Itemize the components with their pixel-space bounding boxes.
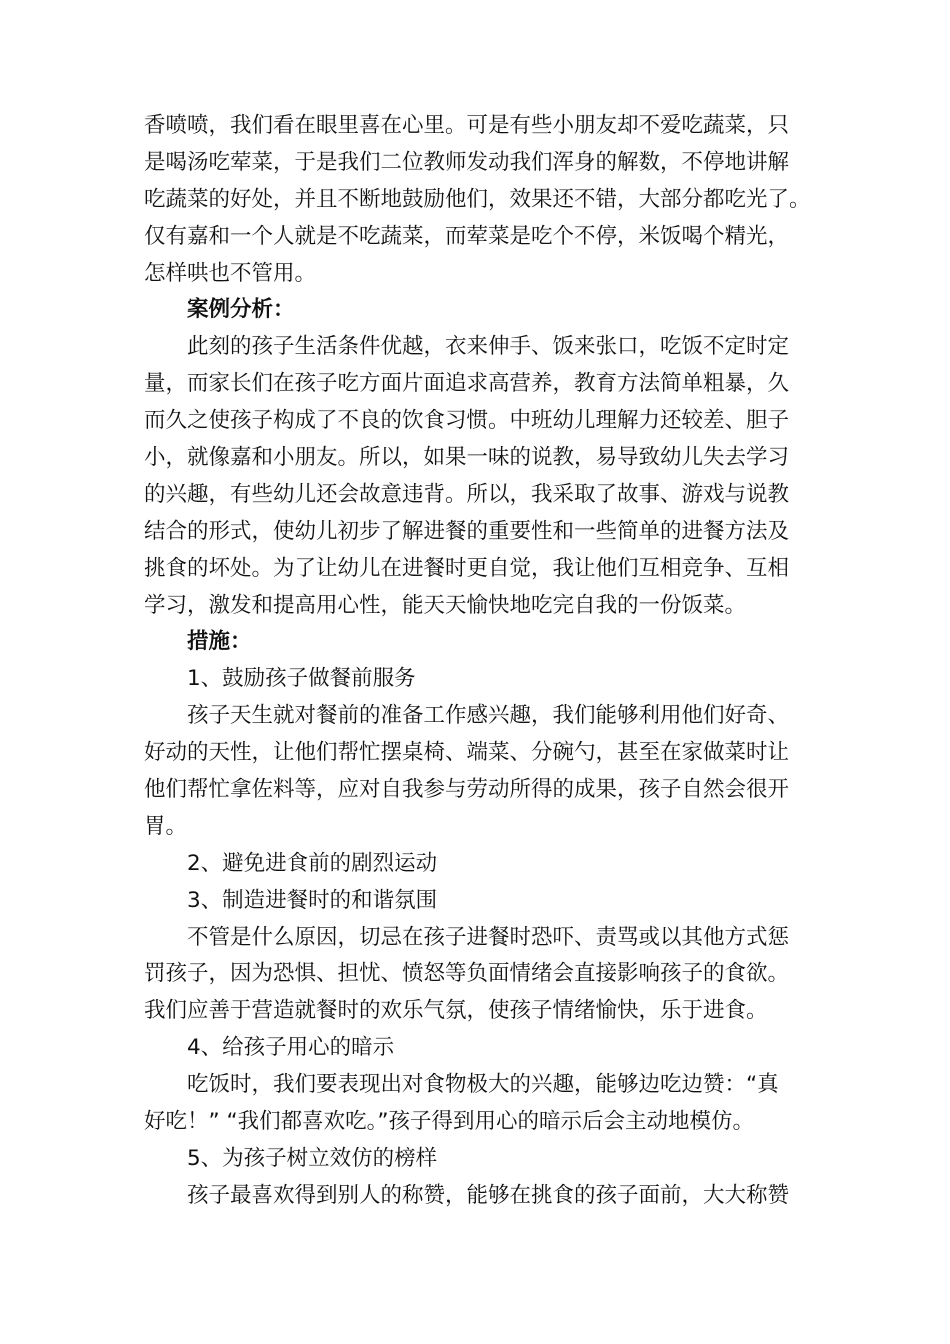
text-line: 是喝汤吃荤菜，于是我们二位教师发动我们浑身的解数，不停地讲解 [144, 149, 790, 175]
document-page [144, 108, 824, 1215]
text-line: 的兴趣，有些幼儿还会故意违背。所以，我采取了故事、游戏与说教 [144, 481, 790, 507]
text-line: 香喷喷，我们看在眼里喜在心里。可是有些小朋友却不爱吃蔬菜，只 [144, 113, 790, 138]
text-line: 好动的天性，让他们帮忙摆桌椅、端菜、分碗勺，甚至在家做菜时让 [144, 740, 790, 766]
text-line: 而久之使孩子构成了不良的饮食习惯。中班幼儿理解力还较差、胆子 [144, 408, 790, 434]
text-line: 挑食的坏处。为了让幼儿在进餐时更自觉，我让他们互相竞争、互相 [144, 555, 790, 581]
text-line: 罚孩子，因为恐惧、担忧、愤怒等负面情绪会直接影响孩子的食欲。 [144, 961, 790, 987]
text-line: 5、为孩子树立效仿的榜样 [187, 1145, 438, 1171]
text-line: 他们帮忙拿佐料等，应对自我参与劳动所得的成果，孩子自然会很开 [144, 777, 790, 803]
section-heading: 措施： [187, 629, 252, 655]
text-line: 不管是什么原因，切忌在孩子进餐时恐吓、责骂或以其他方式惩 [187, 924, 790, 950]
text-line: 2、避免进食前的剧烈运动 [187, 850, 438, 876]
text-line: 3、制造进餐时的和谐氛围 [187, 887, 438, 913]
text-line: 孩子天生就对餐前的准备工作感兴趣，我们能够利用他们好奇、 [187, 703, 790, 729]
text-line: 怎样哄也不管用。 [144, 260, 317, 286]
text-line: 4、给孩子用心的暗示 [187, 1035, 395, 1061]
text-line: 此刻的孩子生活条件优越，衣来伸手、饭来张口，吃饭不定时定 [187, 334, 790, 360]
text-line: 学习，激发和提高用心性，能天天愉快地吃完自我的一份饭菜。 [144, 592, 747, 618]
section-heading: 案例分析： [187, 297, 295, 323]
text-line: 胃。 [144, 813, 188, 839]
text-line: 量，而家长们在孩子吃方面片面追求高营养，教育方法简单粗暴，久 [144, 371, 790, 397]
text-line: 我们应善于营造就餐时的欢乐气氛，使孩子情绪愉快，乐于进食。 [144, 998, 768, 1024]
text-line: 结合的形式，使幼儿初步了解进餐的重要性和一些简单的进餐方法及 [144, 518, 790, 544]
text-line: 仅有嘉和一个人就是不吃蔬菜，而荤菜是吃个不停，米饭喝个精光， [144, 223, 790, 249]
text-line: 小，就像嘉和小朋友。所以，如果一味的说教，易导致幼儿失去学习 [144, 445, 790, 471]
text-line: 好吃！” “我们都喜欢吃。”孩子得到用心的暗示后会主动地模仿。 [144, 1109, 755, 1135]
text-line: 吃饭时，我们要表现出对食物极大的兴趣，能够边吃边赞：“真 [187, 1072, 779, 1098]
text-line: 1、鼓励孩子做餐前服务 [187, 666, 416, 692]
text-line: 吃蔬菜的好处，并且不断地鼓励他们，效果还不错，大部分都吃光了。 [144, 186, 811, 212]
text-line: 孩子最喜欢得到别人的称赞，能够在挑食的孩子面前，大大称赞 [187, 1182, 790, 1208]
